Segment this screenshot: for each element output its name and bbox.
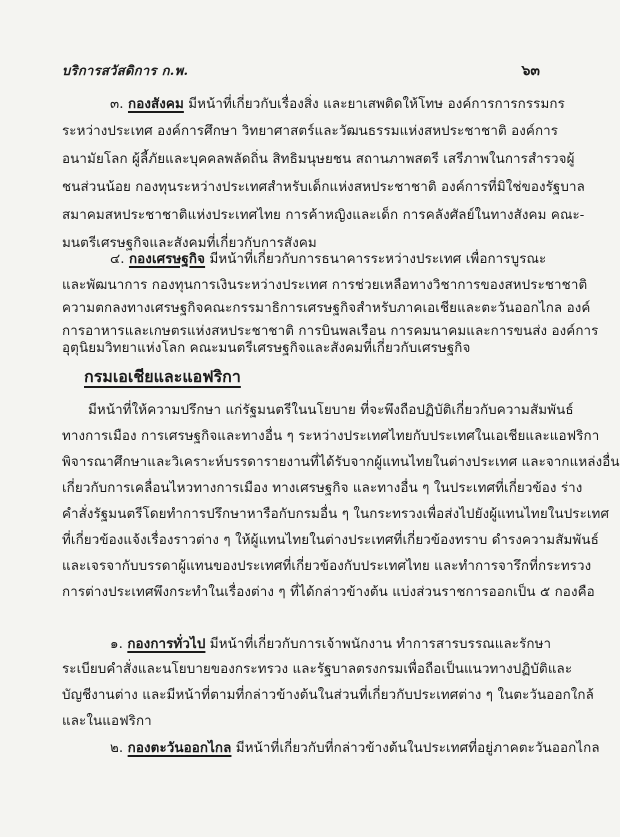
division-line-7: และเจรจากับบรรดาผู้แทนของประเทศที่เกี่ยวข้องกับประเทศไทย และทำการจารึกที่กระทรวง: [62, 559, 592, 574]
division-line-4: เกี่ยวกับการเคลื่อนไหวทางการเมือง ทางเศรษฐกิจ และทางอื่น ๆ ในประเทศที่เกี่ยวข้อง ร่าง: [62, 481, 583, 496]
page-number: ๖๓: [521, 63, 540, 79]
subsection-title: กองตะวันออกไกล: [127, 740, 232, 756]
subsection-title: กองการทั่วไป: [127, 636, 206, 652]
section-3-line-2: ระหว่างประเทศ องค์การศึกษา วิทยาศาสตร์และวัฒนธรรมแห่งสหประชาชาติ องค์การ: [62, 124, 559, 139]
division-line-2: ทางการเมือง การเศรษฐกิจและทางอื่น ๆ ระหว่างประเทศไทยกับประเทศในเอเชียและแอฟริกา: [62, 429, 600, 444]
division-line-8: การต่างประเทศพึงกระทำในเรื่องต่าง ๆ ที่ได้กล่าวข้างต้น แบ่งส่วนราชการออกเป็น ๕ กองคือ: [62, 585, 595, 600]
subsection-number: ๑.: [110, 637, 123, 652]
section-4-line-4: การอาหารและเกษตรแห่งสหประชาชาติ การบินพลเรือน การคมนาคมและการขนส่ง องค์การ: [62, 324, 599, 339]
subsection-1-line-1: [62, 635, 552, 653]
division-line-5: คำสั่งรัฐมนตรีโดยทำการปรึกษาหารือกับกรมอื่น ๆ ในกระทรวงเพื่อส่งไปยังผู้แทนไทยในประเทศ: [62, 507, 610, 522]
subsection-1-line-4: และในแอฟริกา: [62, 714, 152, 729]
subsection-2-line-1: [62, 739, 600, 757]
page-header: [62, 60, 540, 82]
section-3-line-5: สมาคมสหประชาชาติแห่งประเทศไทย การค้าหญิงและเด็ก การคลังศัลย์ในทางสังคม คณะ-: [62, 208, 585, 223]
section-number: ๔.: [110, 252, 125, 267]
section-text: มีหน้าที่เกี่ยวกับเรื่องสิ่ง และยาเสพติดให้โทษ องค์การการกรรมกร: [183, 97, 565, 112]
division-line-3: พิจารณาศึกษาและวิเคราะห์บรรดารายงานที่ได้รับจากผู้แทนไทยในต่างประเทศ และจากแหล่งอื่น: [62, 455, 620, 470]
subsection-1-line-3: บัญชีงานต่าง และมีหน้าที่ตามที่กล่าวข้างต้นในส่วนที่เกี่ยวกับประเทศต่าง ๆ ในตะวันออกใกล้: [62, 688, 594, 703]
section-title: กองสังคม: [127, 96, 184, 112]
section-4-line-1: [62, 250, 548, 268]
running-header: บริการสวัสดิการ ก.พ.: [62, 64, 189, 79]
section-number: ๓.: [110, 97, 124, 112]
section-3-line-6: มนตรีเศรษฐกิจและสังคมที่เกี่ยวกับการสังคม: [62, 236, 317, 251]
section-4-line-2: และพัฒนาการ กองทุนการเงินระหว่างประเทศ การช่วยเหลือทางวิชาการของสหประชาชาติ: [62, 278, 588, 293]
section-title: กองเศรษฐกิจ: [128, 251, 206, 267]
subsection-text: มีหน้าที่เกี่ยวกับที่กล่าวข้างต้นในประเทศที่อยู่ภาคตะวันออกไกล: [231, 741, 600, 756]
section-text: มีหน้าที่เกี่ยวกับการธนาคารระหว่างประเทศ เพื่อการบูรณะ: [205, 252, 547, 267]
section-3-line-4: ชนส่วนน้อย กองทุนระหว่างประเทศสำหรับเด็กแห่งสหประชาชาติ องค์การที่มิใช่ของรัฐบาล: [62, 180, 585, 195]
section-3-line-1: [62, 95, 565, 113]
division-heading: กรมเอเชียและแอฟริกา: [84, 367, 241, 386]
subsection-1-line-2: ระเบียบคำสั่งและนโยบายของกระทรวง และรัฐบาลตรงกรมเพื่อถือเป็นแนวทางปฏิบัติและ: [62, 662, 573, 677]
division-line-6: ที่เกี่ยวข้องแจ้งเรื่องราวต่าง ๆ ให้ผู้แทนไทยในต่างประเทศที่เกี่ยวข้องทราบ ดำรงความสัมพันธ์: [62, 533, 599, 548]
subsection-number: ๒.: [110, 741, 124, 756]
division-line-1: มีหน้าที่ให้ความปรึกษา แก่รัฐมนตรีในนโยบาย ที่จะพึงถือปฏิบัติเกี่ยวกับความสัมพันธ์: [88, 403, 574, 418]
section-3-line-3: อนามัยโลก ผู้ลี้ภัยและบุคคลพลัดถิ่น สิทธิมนุษยชน สถานภาพสตรี เสรีภาพในการสำรวจผู้: [62, 152, 575, 167]
section-4-line-3: ความตกลงทางเศรษฐกิจคณะกรรมาธิการเศรษฐกิจสำหรับภาคเอเชียและตะวันออกไกล องค์: [62, 301, 591, 316]
section-4-line-5: อุตุนิยมวิทยาแห่งโลก คณะมนตรีเศรษฐกิจและสังคมที่เกี่ยวกับเศรษฐกิจ: [62, 341, 471, 356]
subsection-text: มีหน้าที่เกี่ยวกับการเจ้าพนักงาน ทำการสารบรรณและรักษา: [205, 637, 552, 652]
